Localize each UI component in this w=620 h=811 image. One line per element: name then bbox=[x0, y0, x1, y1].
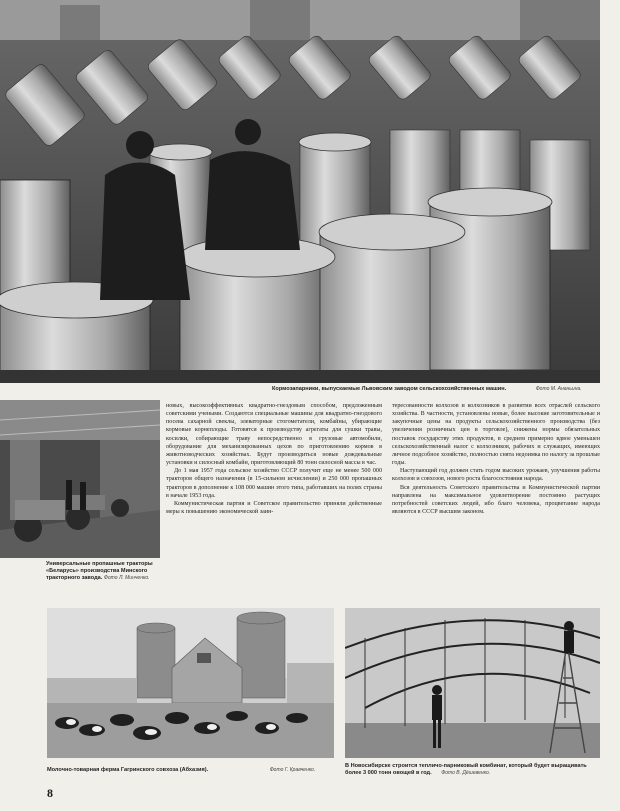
greenhouse-photo-credit: Фото В. Дёшевенко. bbox=[441, 770, 491, 776]
tractor-photo-image bbox=[0, 400, 160, 558]
top-photo-caption-text: Кормозапарники, выпускаемые Львовским заводом сельскохозяйственных машин. bbox=[272, 386, 507, 392]
farm-photo bbox=[47, 608, 334, 758]
steamers-photo-image bbox=[0, 0, 600, 383]
tractor-photo bbox=[0, 400, 160, 558]
greenhouse-photo bbox=[345, 608, 600, 758]
top-photo bbox=[0, 0, 600, 383]
article-paragraph: новых, высокоэффективных квадратно-гнездовым способом, предложенным советскими учеными. Создаются специальные машины для квадратно-гнездового посева сахарной свеклы, элеваторные стогометатели, комбайны, убирающие кормовые корнеплоды. Готовятся к производству агрегаты для сушки травы, косилки, собирающие траву непосредственно в грузовые автомобили, оборудование для механизированных цехов по приготовлению кормов в животноводческих хозяйствах. Будут производиться новые дождевальные установки и силосный комбайн, приготовляющий 80 тонн силосной массы в час. bbox=[166, 403, 382, 467]
greenhouse-photo-image bbox=[345, 608, 600, 758]
article-column-right bbox=[392, 402, 600, 612]
tractor-photo-credit: Фото Л. Минченко. bbox=[103, 575, 150, 581]
farm-photo-credit: Фото Г. Кравченко. bbox=[269, 767, 316, 773]
article-paragraph: До 1 мая 1957 года сельское хозяйство СССР получит еще не менее 500 000 тракторов общего назначения (в 15-сильном исчислении) и 250 000 пропашных тракторов в дополнение к 108 000 машин этого типа, работавших на полях страны в начале 1953 года. bbox=[166, 468, 382, 499]
tractor-photo-caption-text: Универсальные пропашные тракторы «Беларусь» производства Минского тракторного завода. bbox=[46, 561, 153, 581]
farm-photo-caption bbox=[47, 767, 334, 774]
farm-photo-image bbox=[47, 608, 334, 758]
article-paragraph: Вся деятельность Советского правительства и Коммунистической партии направлена на максимальное удовлетворение постоянно растущих потребностей советских людей, ибо благо человека, процветание народа являются в СССР высшим законом. bbox=[392, 484, 600, 516]
article-paragraph: Коммунистическая партия и Советское правительство приняли действенные меры к повышению экономической заин- bbox=[166, 500, 382, 516]
article-paragraph: Наступающий год должен стать годом высоких урожаев, улучшения работы колхозов и совхозов, нового роста благосостояния народа. bbox=[392, 468, 600, 483]
page-number: 8 bbox=[47, 786, 53, 800]
greenhouse-photo-caption-text: В Новосибирске строится тепличо-парниковый комбинат, который будет выращивать более 3 000 тонн овощей в год. bbox=[345, 763, 587, 776]
top-photo-credit: Фото М. Ананьина. bbox=[535, 386, 582, 392]
article-column-middle bbox=[166, 402, 382, 612]
top-photo-caption bbox=[272, 386, 602, 393]
tractor-photo-caption bbox=[46, 561, 164, 582]
farm-photo-caption-text: Молочно-товарная ферма Гагринского совхоза (Абхазия). bbox=[47, 767, 209, 773]
greenhouse-photo-caption bbox=[345, 763, 603, 777]
article-paragraph: тересованности колхозов и колхозников в развитии всех отраслей сельского хозяйства. В частности, установлены новые, более высокие заготовительные и закупочные цены на продукты сельскохозяйственного производства (без увеличения розничных цен в торговле), снижены нормы обязательных поставок государству этих продуктов, в среднем примерно вдвое уменьшен сельскохозяйственный налог с колхозников, рабочих и служащих, имеющих личное подсобное хозяйство, полностью снята недоимка по налогу за прошлые годы. bbox=[392, 403, 600, 467]
